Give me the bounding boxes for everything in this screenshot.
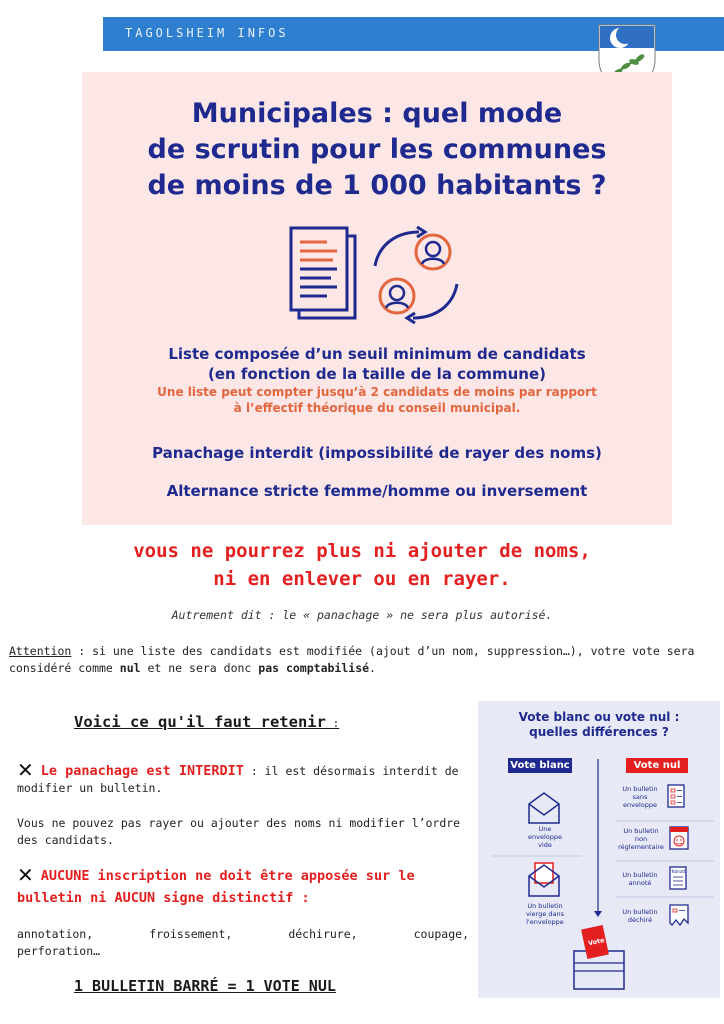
ballot-list-icon <box>668 785 684 807</box>
ballot-box-icon <box>574 925 624 989</box>
annotated-ballot-icon <box>670 867 686 889</box>
rule-examples-end: perforation… <box>17 944 101 958</box>
torn-ballot-icon <box>670 905 688 925</box>
cross-icon: ✕ <box>17 863 34 887</box>
infographic-title: Vote blanc ou vote nul : quelles différences ? <box>518 710 680 739</box>
envelope-with-ballot-icon <box>529 863 559 896</box>
rule-aucune-inscription: ✕ AUCUNE inscription ne doit être apposée sur le bulletin ni AUCUN signe distinctif : <box>17 863 415 906</box>
label-blank-ballot: Un bulletin vierge dans l'enveloppe <box>525 902 565 926</box>
bulletin-barre-heading: 1 BULLETIN BARRÉ = 1 VOTE NUL <box>74 977 336 995</box>
ballot-vote-label: Vote <box>587 936 606 948</box>
label-torn: Un bulletin déchiré <box>622 908 658 924</box>
annotation-text: Nahatt <box>671 869 686 874</box>
label-empty-envelope: Une enveloppe vide <box>528 825 562 849</box>
rule-no-modification: Vous ne pouvez pas rayer ou ajouter des noms ni modifier l’ordre des candidats. <box>17 816 461 847</box>
poster-point-seuil-detail: Une liste peut compter jusqu’à 2 candidats de moins par rapport à l’effectif théorique du conseil municipal. <box>157 385 597 415</box>
poster-point-seuil: Liste composée d’un seuil minimum de candidats (en fonction de la taille de la commune) <box>168 345 586 383</box>
warning-message: vous ne pourrez plus ni ajouter de noms, ni en enlever ou en rayer. <box>133 540 591 590</box>
label-no-envelope: Un bulletin sans enveloppe <box>622 785 658 809</box>
divider-arrow-head <box>594 911 602 917</box>
header-title: TAGOLSHEIM INFOS <box>125 26 289 40</box>
poster-point-alternance: Alternance stricte femme/homme ou inversement <box>166 482 588 500</box>
cross-icon: ✕ <box>17 758 34 782</box>
list-and-candidates-icon <box>287 224 472 329</box>
autrement-dit-text: Autrement dit : le « panachage » ne sera plus autorisé. <box>171 608 553 622</box>
infographic-drawing <box>478 701 720 998</box>
non-regulatory-ballot-icon <box>670 827 688 849</box>
label-annotated: Un bulletin annoté <box>622 871 658 887</box>
rule-panachage: ✕ Le panachage est INTERDIT : il est désormais interdit de modifier un bulletin. <box>17 758 459 795</box>
header-band <box>103 17 603 51</box>
vote-blanc-badge: Vote blanc <box>508 758 572 773</box>
rule-examples: annotation, froissement, déchirure, coupage, <box>17 927 469 941</box>
attention-paragraph: Attention : si une liste des candidats est modifiée (ajout d’un nom, suppression…), votre vote sera considéré comme nul et ne sera donc pas comptabilisé. <box>9 644 695 675</box>
retenir-heading: Voici ce qu'il faut retenir : <box>74 713 340 731</box>
scrutin-poster <box>82 72 672 525</box>
vote-blanc-nul-infographic <box>478 701 720 998</box>
poster-title: Municipales : quel mode de scrutin pour les communes de moins de 1 000 habitants ? <box>147 98 607 201</box>
poster-point-panachage: Panachage interdit (impossibilité de rayer des noms) <box>152 444 602 462</box>
label-non-regulatory: Un bulletin non réglementaire <box>618 827 664 851</box>
vote-nul-badge: Vote nul <box>626 758 688 773</box>
empty-envelope-icon <box>529 793 559 823</box>
